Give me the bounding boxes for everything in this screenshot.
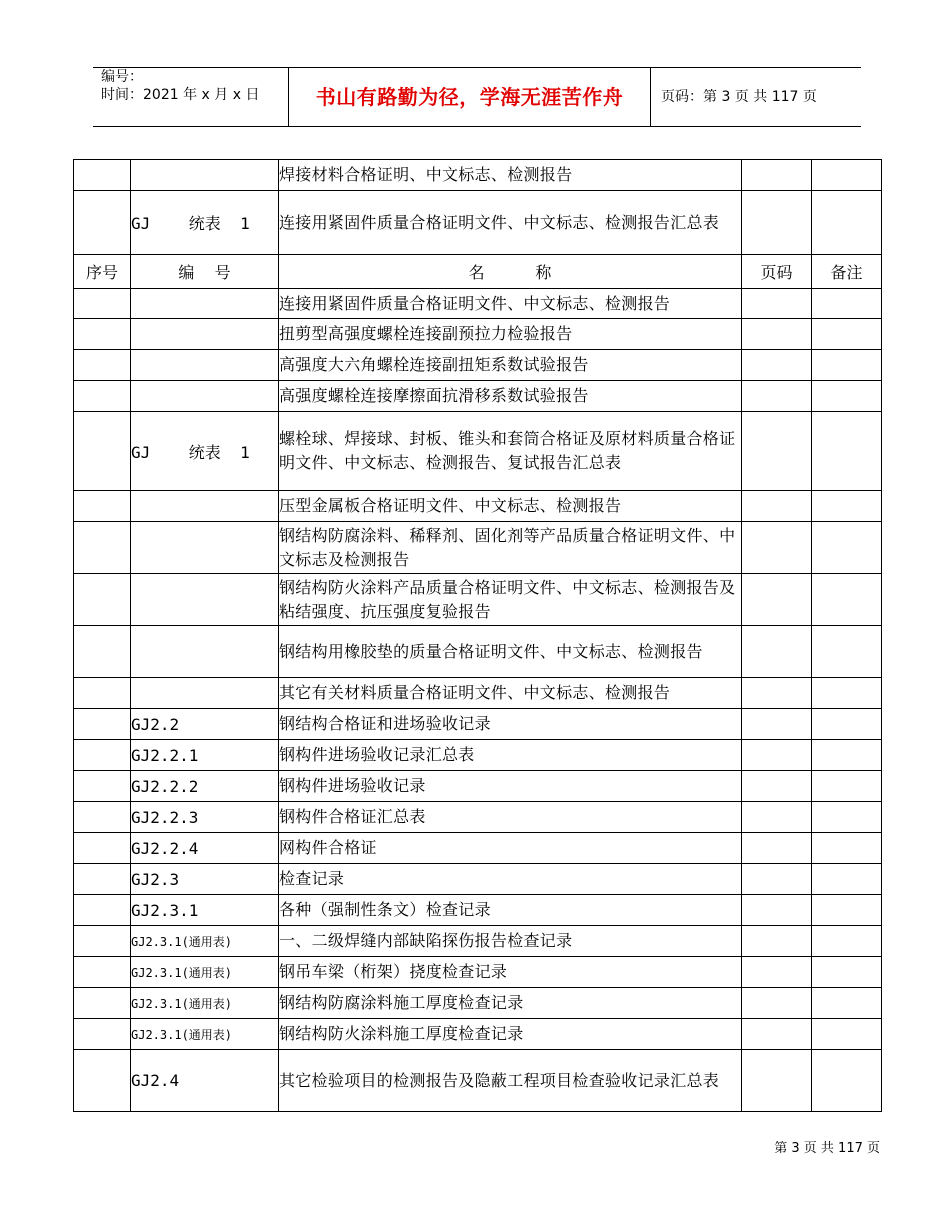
page-cell (742, 771, 812, 802)
name-cell: 扭剪型高强度螺栓连接副预拉力检验报告 (279, 319, 742, 350)
page-cell (742, 926, 812, 957)
note-cell (812, 289, 882, 319)
note-cell (812, 864, 882, 895)
code-cell (131, 626, 279, 678)
table-row (74, 802, 882, 833)
name-cell: 一、二级焊缝内部缺陷探伤报告检查记录 (279, 926, 742, 957)
note-cell (812, 678, 882, 709)
table-row (74, 771, 882, 802)
name-cell: 钢吊车梁（桁架）挠度检查记录 (279, 957, 742, 988)
code-cell: GJ2.2.4 (131, 833, 279, 864)
code-cell (131, 160, 279, 191)
table-row (74, 491, 882, 522)
seq-cell (74, 802, 131, 833)
name-cell: 连接用紧固件质量合格证明文件、中文标志、检测报告 (279, 289, 742, 319)
page-cell (742, 350, 812, 381)
note-cell (812, 988, 882, 1019)
table-row (74, 626, 882, 678)
column-header-name: 名 称 (279, 255, 742, 289)
table-row (74, 864, 882, 895)
table-row (74, 1050, 882, 1112)
name-cell: 钢结构防腐涂料施工厚度检查记录 (279, 988, 742, 1019)
note-cell (812, 740, 882, 771)
page-cell (742, 678, 812, 709)
table-row (74, 957, 882, 988)
name-cell: 钢构件进场验收记录汇总表 (279, 740, 742, 771)
code-cell: GJ2.3.1(通用表) (131, 926, 279, 957)
note-cell (812, 802, 882, 833)
name-cell: 钢构件合格证汇总表 (279, 802, 742, 833)
header-page-info: 页码：第 3 页 共 117 页 (661, 89, 817, 105)
note-cell (812, 350, 882, 381)
page-cell (742, 319, 812, 350)
column-header-page: 页码 (742, 255, 812, 289)
code-cell: GJ2.2 (131, 709, 279, 740)
seq-cell (74, 895, 131, 926)
code-cell: GJ2.3.1 (131, 895, 279, 926)
code-cell (131, 350, 279, 381)
code-cell (131, 381, 279, 412)
note-cell (812, 319, 882, 350)
page-cell (742, 381, 812, 412)
seq-cell (74, 988, 131, 1019)
page-cell (742, 626, 812, 678)
name-cell: 钢结构防腐涂料、稀释剂、固化剂等产品质量合格证明文件、中文标志及检测报告 (279, 522, 742, 574)
code-cell (131, 678, 279, 709)
name-cell: 压型金属板合格证明文件、中文标志、检测报告 (279, 491, 742, 522)
page-cell (742, 289, 812, 319)
document-index-table (73, 159, 882, 1112)
name-cell: 钢结构合格证和进场验收记录 (279, 709, 742, 740)
name-cell: 钢结构防火涂料产品质量合格证明文件、中文标志、检测报告及粘结强度、抗压强度复验报告 (279, 574, 742, 626)
table-row (74, 522, 882, 574)
note-cell (812, 926, 882, 957)
note-cell (812, 574, 882, 626)
page-cell (742, 1019, 812, 1050)
name-cell: 其它有关材料质量合格证明文件、中文标志、检测报告 (279, 678, 742, 709)
table-row (74, 895, 882, 926)
note-cell (812, 833, 882, 864)
page-cell (742, 833, 812, 864)
name-cell: 钢结构防火涂料施工厚度检查记录 (279, 1019, 742, 1050)
seq-cell (74, 709, 131, 740)
note-cell (812, 491, 882, 522)
seq-cell (74, 926, 131, 957)
name-cell: 螺栓球、焊接球、封板、锥头和套筒合格证及原材料质量合格证明文件、中文标志、检测报告、复试报告汇总表 (279, 412, 742, 491)
table-row (74, 381, 882, 412)
code-cell (131, 574, 279, 626)
code-cell: GJ2.2.1 (131, 740, 279, 771)
page-cell (742, 491, 812, 522)
seq-cell (74, 574, 131, 626)
code-cell: GJ2.3 (131, 864, 279, 895)
page-cell (742, 895, 812, 926)
page-cell (742, 709, 812, 740)
table-header-row (74, 255, 882, 289)
seq-cell (74, 740, 131, 771)
table-row (74, 191, 882, 255)
seq-cell (74, 350, 131, 381)
note-cell (812, 191, 882, 255)
document-number-label: 编号： (101, 69, 143, 85)
name-cell: 连接用紧固件质量合格证明文件、中文标志、检测报告汇总表 (279, 191, 742, 255)
note-cell (812, 709, 882, 740)
seq-cell (74, 864, 131, 895)
page-cell (742, 522, 812, 574)
name-cell: 高强度大六角螺栓连接副扭矩系数试验报告 (279, 350, 742, 381)
seq-cell (74, 522, 131, 574)
table-row (74, 988, 882, 1019)
code-cell: GJ2.2.2 (131, 771, 279, 802)
note-cell (812, 522, 882, 574)
table-row (74, 350, 882, 381)
seq-cell (74, 626, 131, 678)
table-row (74, 740, 882, 771)
note-cell (812, 160, 882, 191)
seq-cell (74, 160, 131, 191)
name-cell: 检查记录 (279, 864, 742, 895)
table-row (74, 709, 882, 740)
name-cell: 各种（强制性条文）检查记录 (279, 895, 742, 926)
page-cell (742, 191, 812, 255)
page-footer: 第 3 页 共 117 页 (774, 1141, 880, 1156)
note-cell (812, 895, 882, 926)
header-motto: 书山有路勤为径，学海无涯苦作舟 (315, 85, 624, 109)
header-divider (650, 68, 651, 126)
page-cell (742, 740, 812, 771)
page-cell (742, 988, 812, 1019)
note-cell (812, 1050, 882, 1112)
table-row (74, 412, 882, 491)
note-cell (812, 771, 882, 802)
column-header-seq: 序号 (74, 255, 131, 289)
code-cell: GJ2.4 (131, 1050, 279, 1112)
name-cell: 网构件合格证 (279, 833, 742, 864)
note-cell (812, 957, 882, 988)
code-cell: GJ2.3.1(通用表) (131, 988, 279, 1019)
seq-cell (74, 1019, 131, 1050)
column-header-code: 编 号 (131, 255, 279, 289)
note-cell (812, 1019, 882, 1050)
code-cell: GJ 统表 1 (131, 412, 279, 491)
column-header-note: 备注 (812, 255, 882, 289)
name-cell: 焊接材料合格证明、中文标志、检测报告 (279, 160, 742, 191)
code-cell (131, 319, 279, 350)
seq-cell (74, 491, 131, 522)
seq-cell (74, 771, 131, 802)
seq-cell (74, 833, 131, 864)
note-cell (812, 412, 882, 491)
name-cell: 钢结构用橡胶垫的质量合格证明文件、中文标志、检测报告 (279, 626, 742, 678)
name-cell: 钢构件进场验收记录 (279, 771, 742, 802)
seq-cell (74, 191, 131, 255)
table-row (74, 289, 882, 319)
seq-cell (74, 678, 131, 709)
table-row (74, 833, 882, 864)
page-cell (742, 1050, 812, 1112)
code-cell: GJ2.2.3 (131, 802, 279, 833)
page-cell (742, 864, 812, 895)
page-cell (742, 574, 812, 626)
code-cell: GJ2.3.1(通用表) (131, 957, 279, 988)
page-cell (742, 957, 812, 988)
table-row (74, 926, 882, 957)
seq-cell (74, 289, 131, 319)
document-time-label: 时间：2021 年 x 月 x 日 (101, 87, 260, 103)
table-row (74, 1019, 882, 1050)
page-cell (742, 802, 812, 833)
table-row (74, 678, 882, 709)
table-body (74, 160, 882, 1112)
seq-cell (74, 1050, 131, 1112)
code-cell (131, 289, 279, 319)
seq-cell (74, 319, 131, 350)
table-row (74, 319, 882, 350)
note-cell (812, 626, 882, 678)
seq-cell (74, 957, 131, 988)
page-cell (742, 160, 812, 191)
name-cell: 其它检验项目的检测报告及隐蔽工程项目检查验收记录汇总表 (279, 1050, 742, 1112)
name-cell: 高强度螺栓连接摩擦面抗滑移系数试验报告 (279, 381, 742, 412)
table-row (74, 160, 882, 191)
seq-cell (74, 412, 131, 491)
code-cell (131, 522, 279, 574)
code-cell: GJ2.3.1(通用表) (131, 1019, 279, 1050)
header-meta (101, 68, 287, 126)
page-header (93, 67, 861, 127)
note-cell (812, 381, 882, 412)
seq-cell (74, 381, 131, 412)
table-row (74, 574, 882, 626)
code-cell: GJ 统表 1 (131, 191, 279, 255)
code-cell (131, 491, 279, 522)
page-cell (742, 412, 812, 491)
